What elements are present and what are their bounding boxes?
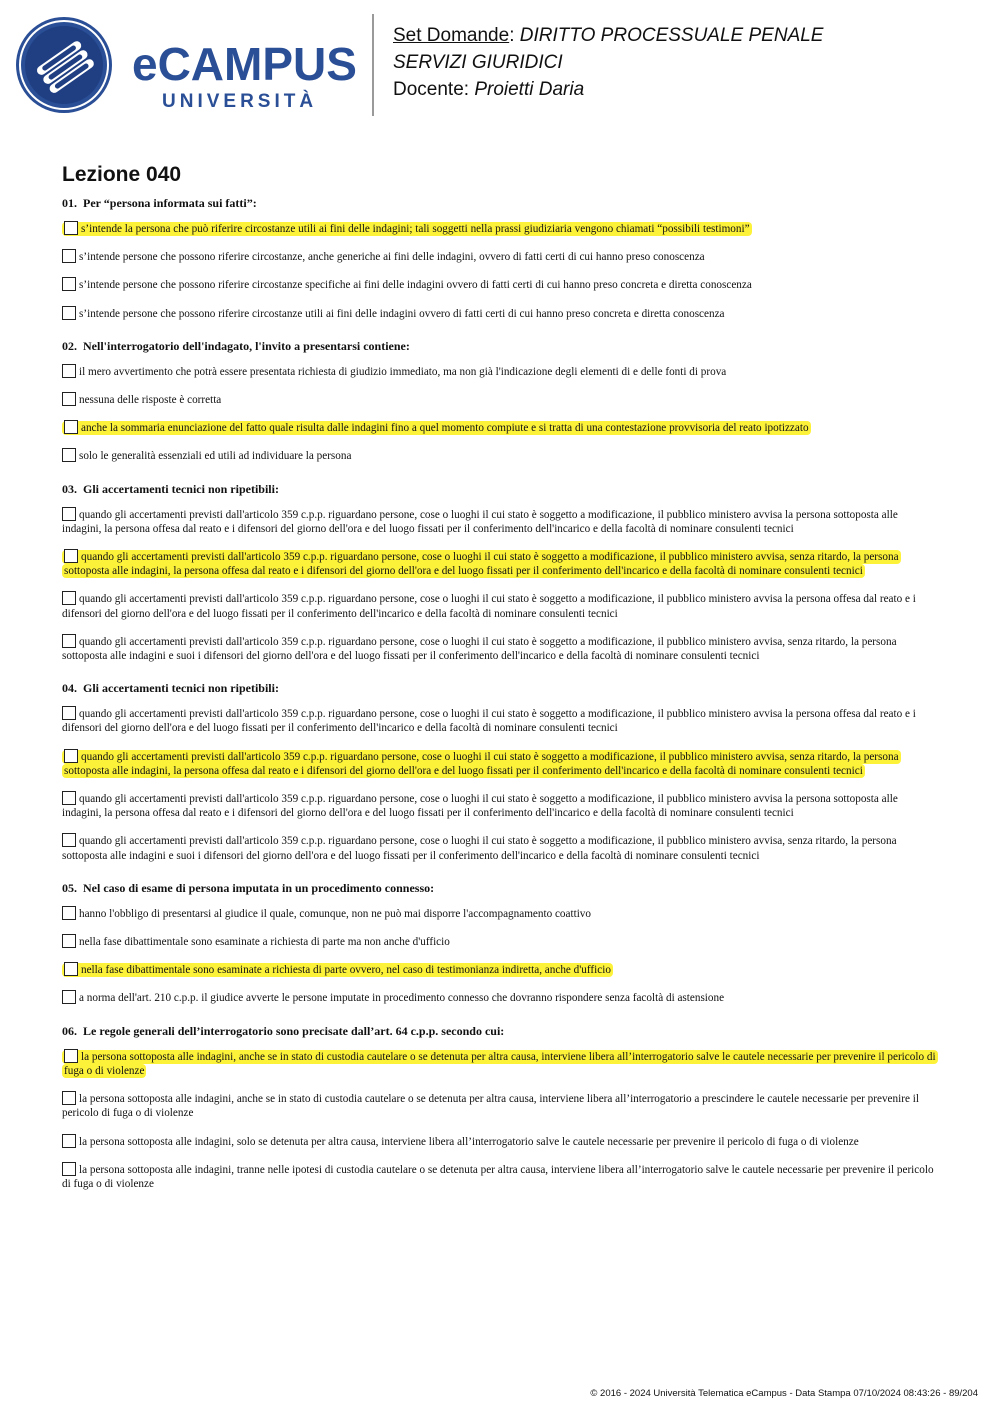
option-text: nessuna delle risposte è corretta <box>79 394 222 407</box>
answer-checkbox[interactable] <box>62 833 76 847</box>
answer-checkbox[interactable] <box>62 277 76 291</box>
answer-checkbox[interactable] <box>62 306 76 320</box>
logo-text: eCAMPUS <box>132 38 357 90</box>
question-number: 05. <box>62 880 77 895</box>
answer-checkbox[interactable] <box>62 906 76 920</box>
answer-checkbox[interactable] <box>64 962 78 976</box>
answer-option <box>62 221 940 236</box>
ecampus-logo-icon <box>14 10 374 120</box>
question-03 <box>62 482 940 664</box>
answer-checkbox[interactable] <box>62 448 76 462</box>
answer-checkbox[interactable] <box>62 990 76 1004</box>
option-text: la persona sottoposta alle indagini, anche se in stato di custodia cautelare o se detenuta per altra causa, interviene libera all’interrogatorio a prescindere le cautele necessarie per prevenire il pericolo di fuga o di violenze <box>62 1093 919 1120</box>
logo-subtext: UNIVERSITÀ <box>162 91 318 112</box>
option-text: s’intende persone che possono riferire circostanze utili ai fini delle indagini ovvero di fatti certi di cui hanno preso concreta e diretta conoscenza <box>79 307 725 320</box>
docente-label: Docente: <box>393 79 470 100</box>
answer-option <box>62 906 940 921</box>
set-label: Set Domande <box>393 25 510 46</box>
answer-checkbox[interactable] <box>62 364 76 378</box>
answer-option <box>62 791 940 820</box>
page-footer: © 2016 - 2024 Università Telematica eCampus - Data Stampa 07/10/2024 08:43:26 - 89/204 <box>590 1388 978 1399</box>
answer-option <box>62 392 940 407</box>
question-text: Nell'interrogatorio dell'indagato, l'invito a presentarsi contiene: <box>83 338 410 353</box>
question-number: 04. <box>62 681 77 696</box>
option-text: a norma dell'art. 210 c.p.p. il giudice avverte le persone imputate in procedimento connesso che dovranno rispondere senza facoltà di astensione <box>79 992 725 1005</box>
option-text: quando gli accertamenti previsti dall'articolo 359 c.p.p. riguardano persone, cose o luoghi il cui stato è soggetto a modificazione, il pubblico ministero avvisa, senza ritardo, la persona sottoposta alle indagini e suoi i difensori del giorno dell'ora e del luogo fissati per il conferimento dell'incarico e della facoltà di nominare consulenti tecnici <box>62 835 897 862</box>
option-text: solo le generalità essenziali ed utili ad individuare la persona <box>79 450 352 463</box>
page-header <box>14 10 986 120</box>
answer-checkbox[interactable] <box>62 249 76 263</box>
answer-option <box>62 306 940 321</box>
question-text: Per “persona informata sui fatti”: <box>83 196 257 210</box>
answer-checkbox[interactable] <box>64 221 78 235</box>
answer-option <box>62 364 940 379</box>
answer-option <box>62 1049 940 1078</box>
course-line2: SERVIZI GIURIDICI <box>393 52 563 73</box>
answer-option <box>62 1134 940 1149</box>
question-number: 01. <box>62 196 77 210</box>
option-text-highlighted: quando gli accertamenti previsti dall'articolo 359 c.p.p. riguardano persone, cose o luoghi il cui stato è soggetto a modificazione, il pubblico ministero avvisa, senza ritardo, la persona sottoposta alle indagini, la persona offesa dal reato e i difensori del giorno dell'ora e del luogo fissati per il conferimento dell'incarico e della facoltà di nominare consulenti tecnici <box>64 750 899 777</box>
answer-option <box>62 420 940 435</box>
answer-option <box>62 277 940 292</box>
course-line1: DIRITTO PROCESSUALE PENALE <box>519 25 824 46</box>
answer-checkbox[interactable] <box>64 1049 78 1063</box>
option-text: quando gli accertamenti previsti dall'articolo 359 c.p.p. riguardano persone, cose o luoghi il cui stato è soggetto a modificazione, il pubblico ministero avvisa la persona sottoposta alle indagini, la persona offesa dal reato e i difensori del giorno dell'ora e del luogo fissati per il conferimento dell'incarico e della facoltà di nominare consulenti tecnici <box>62 793 898 820</box>
question-04 <box>62 681 940 863</box>
answer-option <box>62 990 940 1005</box>
answer-option <box>62 1162 940 1191</box>
answer-checkbox[interactable] <box>62 1162 76 1176</box>
lesson-title: Lezione 040 <box>62 163 182 186</box>
option-text-highlighted: anche la sommaria enunciazione del fatto quale risulta dalle indagini fino a quel momento compiute e si tratta di una contestazione provvisoria del reato ipotizzato <box>81 422 809 435</box>
question-set <box>62 162 940 1209</box>
answer-checkbox[interactable] <box>64 749 78 763</box>
option-text: quando gli accertamenti previsti dall'articolo 359 c.p.p. riguardano persone, cose o luoghi il cui stato è soggetto a modificazione, il pubblico ministero avvisa la persona offesa dal reato e i difensori del giorno dell'ora e del luogo fissati per il conferimento dell'incarico e della facoltà di nominare consulenti tecnici <box>62 708 916 735</box>
question-number: 03. <box>62 481 77 496</box>
option-text: hanno l'obbligo di presentarsi al giudice il quale, comunque, non ne può mai disporre l'accompagnamento coattivo <box>79 907 591 920</box>
question-number: 06. <box>62 1023 77 1038</box>
answer-checkbox[interactable] <box>62 392 76 406</box>
docente-name: Proietti Daria <box>474 79 585 100</box>
option-text-highlighted: s’intende la persona che può riferire circostanze utili ai fini delle indagini; tali soggetti nella prassi giudiziaria vengono chiamati “possibili testimoni” <box>81 223 750 235</box>
answer-checkbox[interactable] <box>62 791 76 805</box>
answer-option <box>62 549 940 578</box>
answer-option <box>62 934 940 949</box>
answer-option <box>62 591 940 620</box>
option-text: nella fase dibattimentale sono esaminate a richiesta di parte ma non anche d'ufficio <box>79 936 450 949</box>
answer-option <box>62 833 940 862</box>
header-divider <box>372 14 374 116</box>
question-01 <box>62 196 940 321</box>
answer-checkbox[interactable] <box>62 706 76 720</box>
option-text: la persona sottoposta alle indagini, tranne nelle ipotesi di custodia cautelare o se detenuta per altra causa, interviene libera all’interrogatorio salve le cautele necessarie per prevenire il pericolo di fuga o di violenze <box>62 1163 934 1190</box>
answer-checkbox[interactable] <box>62 1134 76 1148</box>
answer-option <box>62 962 940 977</box>
option-text: quando gli accertamenti previsti dall'articolo 359 c.p.p. riguardano persone, cose o luoghi il cui stato è soggetto a modificazione, il pubblico ministero avvisa, senza ritardo, la persona sottoposta alle indagini e suoi i difensori del giorno dell'ora e del luogo fissati per il conferimento dell'incarico e della facoltà di nominare consulenti tecnici <box>62 635 897 663</box>
option-text: s’intende persone che possono riferire circostanze specifiche ai fini delle indagini ovvero di fatti certi di cui hanno preso concreta e diretta conoscenza <box>79 279 752 292</box>
option-text-highlighted: quando gli accertamenti previsti dall'articolo 359 c.p.p. riguardano persone, cose o luoghi il cui stato è soggetto a modificazione, il pubblico ministero avvisa, senza ritardo, la persona sottoposta alle indagini, la persona offesa dal reato e i difensori del giorno dell'ora e del luogo fissati per il conferimento dell'incarico e della facoltà di nominare consulenti tecnici <box>64 551 899 578</box>
answer-checkbox[interactable] <box>62 634 76 648</box>
option-text: la persona sottoposta alle indagini, solo se detenuta per altra causa, interviene libera all’interrogatorio salve le cautele necessarie per prevenire il pericolo di fuga o di violenze <box>79 1135 859 1148</box>
answer-checkbox[interactable] <box>64 420 78 434</box>
question-text: Gli accertamenti tecnici non ripetibili: <box>83 481 279 496</box>
answer-option <box>62 706 940 735</box>
answer-option <box>62 448 940 463</box>
answer-checkbox[interactable] <box>62 591 76 605</box>
answer-option <box>62 1091 940 1120</box>
header-info: Set Domande: DIRITTO PROCESSUALE PENALE SERVIZI GIURIDICI Docente: Proietti Daria <box>393 25 824 100</box>
question-05 <box>62 881 940 1006</box>
answer-option <box>62 749 940 778</box>
option-text: s’intende persone che possono riferire circostanze, anche generiche ai fini delle indagini, ovvero di fatti certi di cui hanno preso conoscenza <box>79 251 705 264</box>
answer-option <box>62 249 940 264</box>
option-text-highlighted: nella fase dibattimentale sono esaminate a richiesta di parte ovvero, nel caso di testimonianza indiretta, anche d'ufficio <box>81 964 611 977</box>
question-text: Gli accertamenti tecnici non ripetibili: <box>83 681 279 696</box>
option-text: quando gli accertamenti previsti dall'articolo 359 c.p.p. riguardano persone, cose o luoghi il cui stato è soggetto a modificazione, il pubblico ministero avvisa la persona sottoposta alle indagini, la persona offesa dal reato e i difensori del giorno dell'ora e del luogo fissati per il conferimento dell'incarico e della facoltà di nominare consulenti tecnici <box>62 508 898 535</box>
answer-checkbox[interactable] <box>62 1091 76 1105</box>
option-text-highlighted: la persona sottoposta alle indagini, anche se in stato di custodia cautelare o se detenuta per altra causa, interviene libera all’interrogatorio salve le cautele necessarie per prevenire il pericolo di fuga o di violenze <box>64 1050 936 1077</box>
option-text: quando gli accertamenti previsti dall'articolo 359 c.p.p. riguardano persone, cose o luoghi il cui stato è soggetto a modificazione, il pubblico ministero avvisa la persona offesa dal reato e i difensori del giorno dell'ora e del luogo fissati per il conferimento dell'incarico e della facoltà di nominare consulenti tecnici <box>62 593 916 620</box>
question-06 <box>62 1024 940 1191</box>
answer-checkbox[interactable] <box>62 934 76 948</box>
answer-checkbox[interactable] <box>64 549 78 563</box>
question-02 <box>62 339 940 464</box>
question-text: Le regole generali dell’interrogatorio sono precisate dall’art. 64 c.p.p. secondo cui: <box>83 1023 505 1038</box>
question-text: Nel caso di esame di persona imputata in un procedimento connesso: <box>83 880 435 895</box>
option-text: il mero avvertimento che potrà essere presentata richiesta di giudizio immediato, ma non già l'indicazione degli elementi di e delle fonti di prova <box>79 365 727 378</box>
answer-checkbox[interactable] <box>62 507 76 521</box>
answer-option <box>62 507 940 536</box>
question-number: 02. <box>62 338 77 353</box>
answer-option <box>62 634 940 663</box>
